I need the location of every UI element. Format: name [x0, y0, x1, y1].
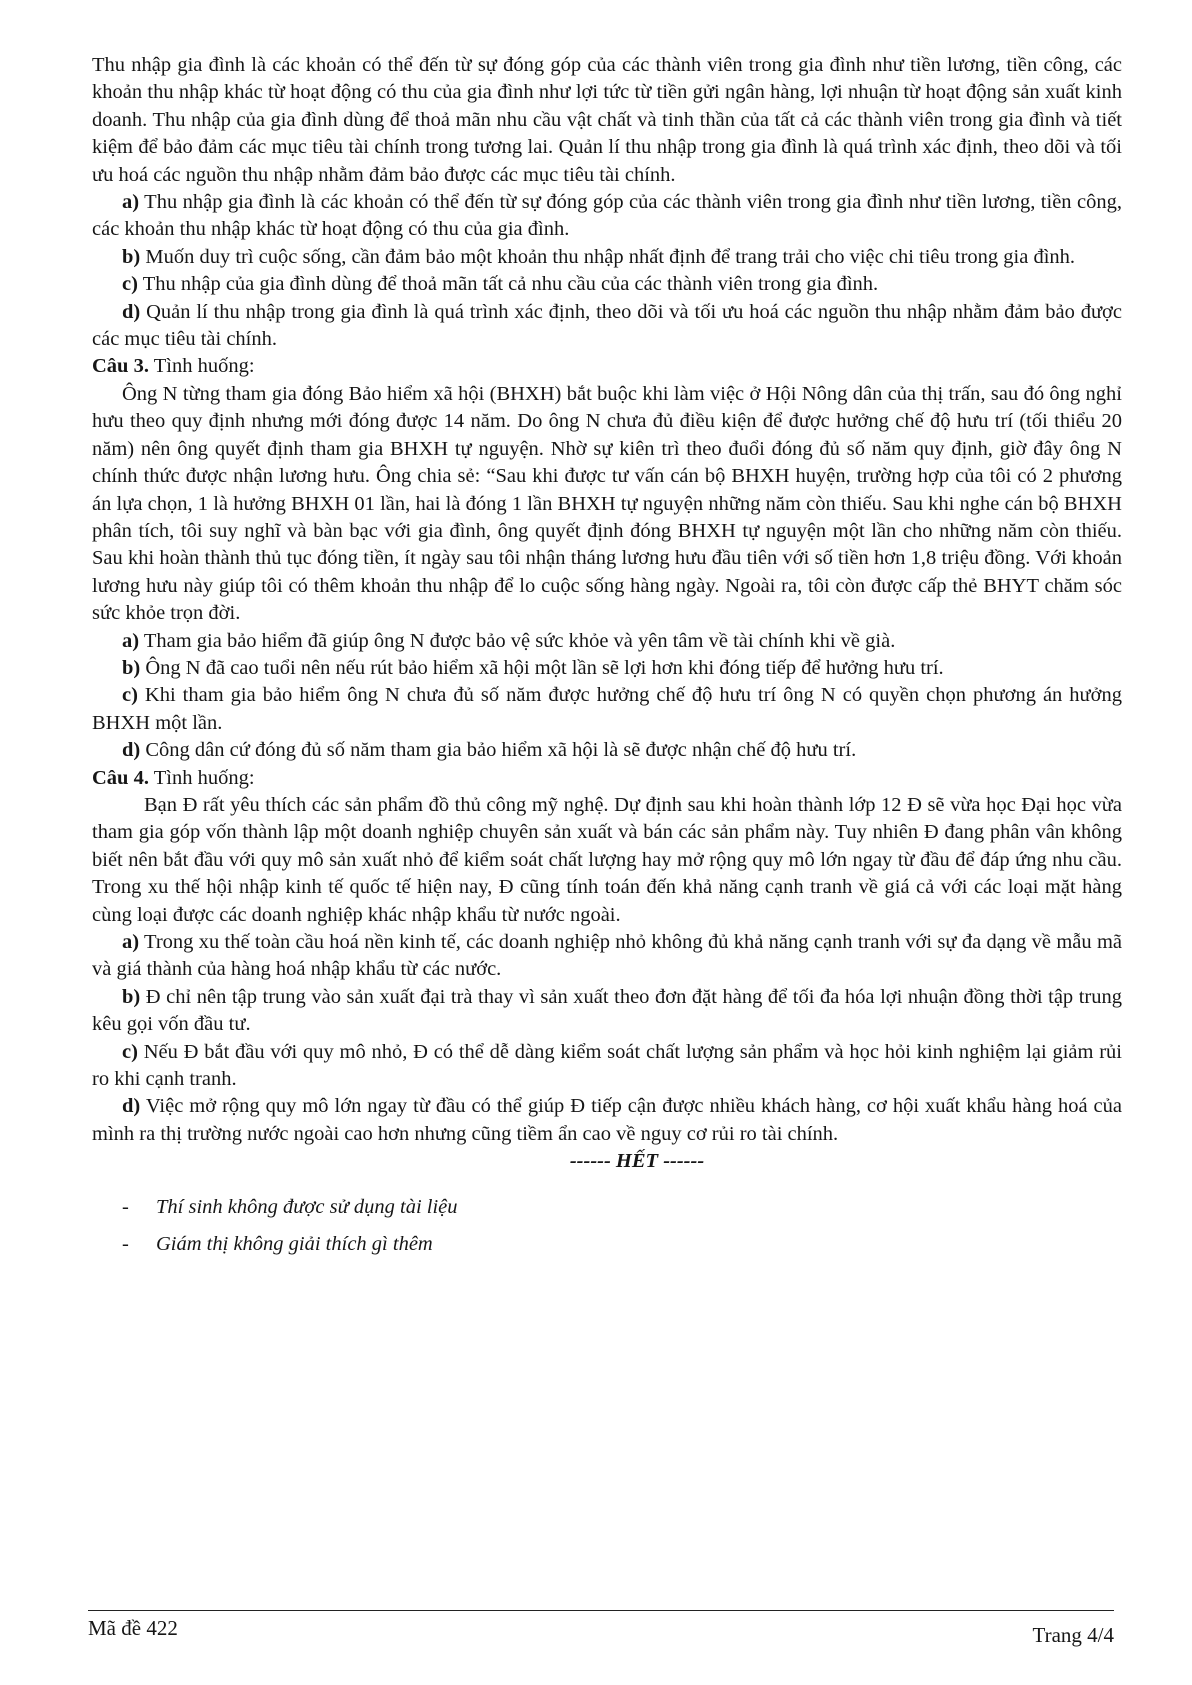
option-c [92, 271, 1122, 298]
option-text: Quản lí thu nhập trong gia đình là quá trình xác định, theo dõi và tối ưu hoá các nguồn thu nhập nhằm đảm bảo được các mục tiêu tài chính. [92, 300, 1122, 351]
question-title: Tình huống: [148, 766, 255, 789]
question-label: Câu 4. [92, 766, 149, 789]
dash-bullet: - [122, 1233, 129, 1256]
question-2-options [92, 189, 1122, 353]
option-text: Ông N đã cao tuổi nên nếu rút bảo hiểm xã hội một lần sẽ lợi hơn khi đóng tiếp để hưởng hưu trí. [140, 656, 944, 679]
exam-notes [92, 1194, 1122, 1259]
exam-code: Mã đề 422 [88, 1616, 178, 1640]
option-text: Tham gia bảo hiểm đã giúp ông N được bảo vệ sức khỏe và yên tâm về tài chính khi về già. [139, 629, 896, 652]
note-item [92, 1194, 1122, 1221]
question-3-scenario: Ông N từng tham gia đóng Bảo hiểm xã hội (BHXH) bắt buộc khi làm việc ở Hội Nông dân của thị trấn, sau đó ông nghỉ hưu theo quy định nhưng mới đóng được 14 năm. Do ông N chưa đủ điều kiện để được hưởng chế độ hưu trí (tối thiểu 20 năm) nên ông quyết định tham gia BHXH tự nguyện. Nhờ sự kiên trì theo đuổi đóng đủ số năm quy định, giờ đây ông N chính thức được nhận lương hưu. Ông chia sẻ: “Sau khi được tư vấn cán bộ BHXH huyện, trường hợp của tôi có 2 phương án lựa chọn, 1 là hưởng BHXH 01 lần, hai là đóng 1 lần BHXH tự nguyện những năm còn thiếu. Sau khi nghe cán bộ BHXH phân tích, tôi suy nghĩ và bàn bạc với gia đình, ông quyết định đóng BHXH tự nguyện một lần cho những năm còn thiếu. Sau khi hoàn thành thủ tục đóng tiền, ít ngày sau tôi nhận tháng lương hưu đầu tiên với số tiền hơn 1,8 triệu đồng. Với khoản lương hưu này giúp tôi có thêm khoản thu nhập để lo cuộc sống hàng ngày. Ngoài ra, tôi còn được cấp thẻ BHYT chăm sóc sức khỏe trọn đời. [92, 382, 1122, 625]
question-4-scenario: Bạn Đ rất yêu thích các sản phẩm đồ thủ công mỹ nghệ. Dự định sau khi hoàn thành lớp 12 Đ sẽ vừa học Đại học vừa tham gia góp vốn thành lập một doanh nghiệp chuyên sản xuất và bán các sản phẩm này. Tuy nhiên Đ đang phân vân không biết nên bắt đầu với quy mô sản xuất nhỏ để kiểm soát chất lượng hay mở rộng quy mô lớn ngay từ đầu để đáp ứng nhu cầu. Trong xu thế hội nhập kinh tế quốc tế hiện nay, Đ cũng tính toán đến khả năng cạnh tranh về giá cả với các loại mặt hàng cùng loại được các doanh nghiệp khác nhập khẩu từ nước ngoài. [92, 793, 1122, 926]
question-label: Câu 3. [92, 355, 149, 378]
option-a [92, 189, 1122, 244]
question-4-options [92, 929, 1122, 1148]
note-text: Thí sinh không được sử dụng tài liệu [156, 1195, 458, 1218]
question-4-heading [92, 765, 1122, 792]
intro-paragraph: Thu nhập gia đình là các khoản có thể đến từ sự đóng góp của các thành viên trong gia đình như tiền lương, tiền công, các khoản thu nhập khác từ hoạt động có thu của gia đình như lợi tức từ tiền gửi ngân hàng, lợi nhuận từ hoạt động sản xuất kinh doanh. Thu nhập của gia đình dùng để thoả mãn nhu cầu vật chất và tinh thần của tất cả các thành viên trong gia đình và tiết kiệm để bảo đảm các mục tiêu tài chính trong tương lai. Quản lí thu nhập trong gia đình là quá trình xác định, theo dõi và tối ưu hoá các nguồn thu nhập nhằm đảm bảo được các mục tiêu tài chính. [92, 54, 1122, 186]
exam-page-content [92, 52, 1122, 1268]
question-3-options [92, 628, 1122, 765]
option-label: b) [122, 656, 141, 679]
option-label: d) [122, 739, 141, 762]
option-label: a) [122, 191, 140, 214]
option-a [92, 628, 1122, 655]
end-marker: ------ HẾT ------ [569, 1150, 705, 1173]
option-d [92, 299, 1122, 354]
note-item [92, 1231, 1122, 1258]
question-title: Tình huống: [148, 355, 255, 378]
option-label: c) [122, 684, 138, 707]
option-text: Nếu Đ bắt đầu với quy mô nhỏ, Đ có thể dễ dàng kiểm soát chất lượng sản phẩm và học hỏi kinh nghiệm lại giảm rủi ro khi cạnh tranh. [92, 1040, 1122, 1091]
option-text: Trong xu thế toàn cầu hoá nền kinh tế, các doanh nghiệp nhỏ không đủ khả năng cạnh tranh với sự đa dạng về mẫu mã và giá thành của hàng hoá nhập khẩu từ các nước. [92, 931, 1122, 981]
option-d [92, 737, 1122, 764]
dash-bullet: - [122, 1195, 129, 1218]
option-label: d) [122, 1095, 141, 1118]
option-c [92, 682, 1122, 737]
option-text: Muốn duy trì cuộc sống, cần đảm bảo một khoản thu nhập nhất định để trang trải cho việc chi tiêu trong gia đình. [140, 245, 1076, 268]
option-text: Thu nhập gia đình là các khoản có thể đến từ sự đóng góp của các thành viên trong gia đình như tiền lương, tiền công, các khoản thu nhập khác từ hoạt động có thu của gia đình. [92, 191, 1122, 241]
option-d [92, 1093, 1122, 1148]
option-label: b) [122, 985, 141, 1008]
question-3-heading [92, 353, 1122, 380]
option-label: d) [122, 300, 141, 323]
option-text: Việc mở rộng quy mô lớn ngay từ đầu có thể giúp Đ tiếp cận được nhiều khách hàng, cơ hội xuất khẩu hàng hoá của mình ra thị trường nước ngoài cao hơn nhưng cũng tiềm ẩn cao về nguy cơ rủi ro tài chính. [92, 1095, 1122, 1145]
option-text: Thu nhập của gia đình dùng để thoả mãn tất cả nhu cầu của các thành viên trong gia đình. [137, 273, 879, 296]
note-text: Giám thị không giải thích gì thêm [156, 1233, 433, 1256]
option-b [92, 655, 1122, 682]
option-label: c) [122, 273, 138, 296]
option-a [92, 929, 1122, 984]
option-text: Đ chỉ nên tập trung vào sản xuất đại trà thay vì sản xuất theo đơn đặt hàng để tối đa hóa lợi nhuận đồng thời tập trung kêu gọi vốn đầu tư. [92, 985, 1122, 1036]
option-b [92, 984, 1122, 1039]
option-c [92, 1039, 1122, 1094]
option-label: a) [122, 931, 140, 953]
page-number: Trang 4/4 [1032, 1623, 1114, 1647]
option-label: c) [122, 1040, 138, 1063]
option-label: a) [122, 629, 140, 652]
option-text: Công dân cứ đóng đủ số năm tham gia bảo hiểm xã hội là sẽ được nhận chế độ hưu trí. [140, 739, 857, 762]
page-footer [88, 1610, 1114, 1647]
option-b [92, 244, 1122, 271]
option-text: Khi tham gia bảo hiểm ông N chưa đủ số năm được hưởng chế độ hưu trí ông N có quyền chọn phương án hưởng BHXH một lần. [92, 684, 1122, 734]
option-label: b) [122, 245, 141, 268]
